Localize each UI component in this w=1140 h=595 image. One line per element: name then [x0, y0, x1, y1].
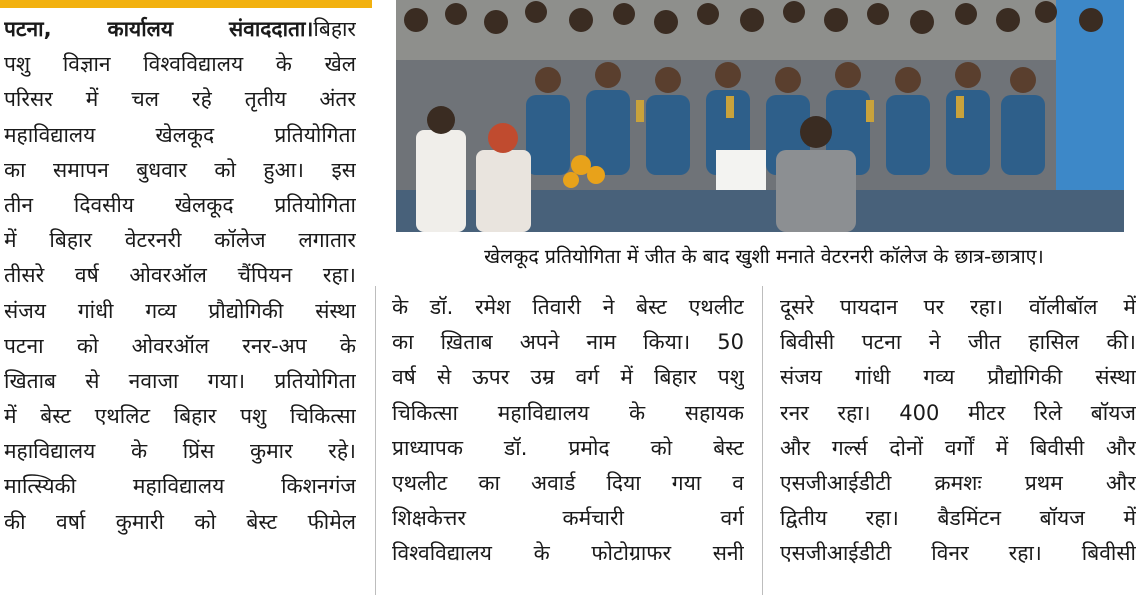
article-line: महाविद्यालय खेलकूद प्रतियोगिता: [4, 122, 356, 147]
article-line: संजय गांधी गव्य प्रौद्योगिकी संस्था: [4, 298, 356, 323]
team-celebration-photo: [396, 0, 1124, 232]
article-line: द्वितीय रहा। बैडमिंटन बॉयज में: [780, 506, 1136, 531]
article-line: चिकित्सा महाविद्यालय के सहायक: [392, 400, 744, 425]
dateline: पटना, कार्यालय संवाददाता।: [4, 17, 314, 41]
article-line: तीन दिवसीय खेलकूद प्रतियोगिता: [4, 192, 356, 217]
article-line: का समापन बुधवार को हुआ। इस: [4, 157, 356, 182]
article-column-left: [4, 12, 356, 540]
article-line: एसजीआईडीटी क्रमशः प्रथम और: [780, 470, 1136, 495]
section-accent-bar: [0, 0, 372, 8]
article-line: प्राध्यापक डॉ. प्रमोद को बेस्ट: [392, 435, 744, 460]
article-line: की वर्षा कुमारी को बेस्ट फीमेल: [4, 509, 356, 534]
article-line: एथलीट का अवार्ड दिया गया व: [392, 470, 744, 495]
article-line: का ख़िताब अपने नाम किया। 50: [392, 330, 744, 355]
article-line: में बेस्ट एथलिट बिहार पशु चिकित्सा: [4, 404, 356, 429]
article-line: वर्ष से ऊपर उम्र वर्ग में बिहार पशु: [392, 365, 744, 390]
column-divider: [762, 286, 763, 595]
article-line: में बिहार वेटरनरी कॉलेज लगातार: [4, 228, 356, 253]
article-line: के डॉ. रमेश तिवारी ने बेस्ट एथलीट: [392, 295, 744, 319]
article-line: महाविद्यालय के प्रिंस कुमार रहे।: [4, 439, 356, 464]
article-line: बिवीसी पटना ने जीत हासिल की।: [780, 330, 1136, 355]
article-line: और गर्ल्स दोनों वर्गों में बिवीसी और: [780, 435, 1136, 460]
article-line: पशु विज्ञान विश्वविद्यालय के खेल: [4, 52, 356, 77]
article-line: दूसरे पायदान पर रहा। वॉलीबॉल में: [780, 295, 1136, 319]
news-photo: [396, 0, 1124, 232]
article-line: खिताब से नवाजा गया। प्रतियोगिता: [4, 368, 356, 393]
article-line: तीसरे वर्ष ओवरऑल चैंपियन रहा।: [4, 263, 356, 288]
article-line: मात्स्यिकी महाविद्यालय किशनगंज: [4, 474, 356, 499]
photo-caption: खेलकूद प्रतियोगिता में जीत के बाद खुशी मनाते वेटरनरी कॉलेज के छात्र-छात्राए।: [484, 245, 1044, 268]
article-line: पटना को ओवरऑल रनर-अप के: [4, 333, 356, 358]
article-column-right: [780, 290, 1136, 572]
article-line: विश्वविद्यालय के फोटोग्राफर सनी: [392, 541, 744, 566]
article-line: संजय गांधी गव्य प्रौद्योगिकी संस्था: [780, 365, 1136, 390]
article-column-middle: [392, 290, 744, 572]
article-line: परिसर में चल रहे तृतीय अंतर: [4, 87, 356, 112]
article-line: [4, 12, 356, 47]
article-line-text: बिहार: [313, 17, 356, 41]
column-divider: [375, 286, 376, 595]
article-line: एसजीआईडीटी विनर रहा। बिवीसी: [780, 541, 1136, 566]
article-line: रनर रहा। 400 मीटर रिले बॉयज: [780, 400, 1136, 425]
article-line: शिक्षकेत्तर कर्मचारी वर्ग: [392, 506, 744, 531]
